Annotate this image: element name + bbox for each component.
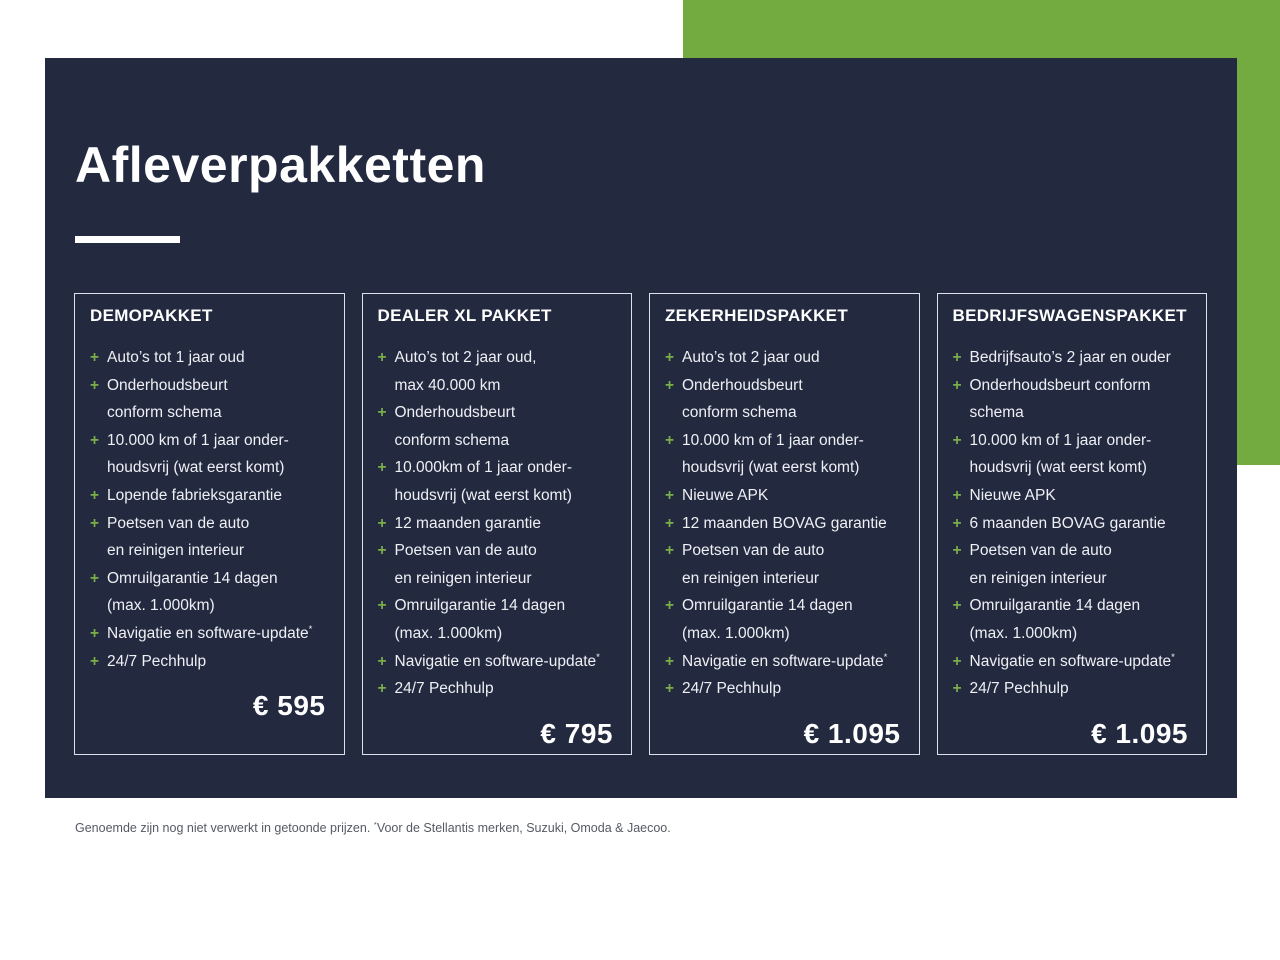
plus-icon: + xyxy=(90,514,100,532)
feature-list xyxy=(90,344,329,675)
footnote-text-2: Voor de Stellantis merken, Suzuki, Omoda & Jaecoo. xyxy=(376,821,671,835)
plus-icon: + xyxy=(90,624,100,642)
footnote-asterisk: * xyxy=(373,819,377,829)
plus-icon: + xyxy=(952,486,962,504)
feature-text: Navigatie en software-update* xyxy=(394,651,600,670)
plus-icon: + xyxy=(90,486,100,504)
feature-list xyxy=(378,344,617,703)
feature-text: Onderhoudsbeurt conform schema xyxy=(394,404,516,449)
package-price: € 595 xyxy=(252,690,326,722)
feature-text: Omruilgarantie 14 dagen (max. 1.000km) xyxy=(969,597,1141,642)
page-title: Afleverpakketten xyxy=(75,137,486,193)
plus-icon: + xyxy=(377,597,387,615)
feature-item xyxy=(953,482,1192,510)
plus-icon: + xyxy=(665,431,675,449)
feature-text: Omruilgarantie 14 dagen (max. 1.000km) xyxy=(682,597,853,642)
plus-icon: + xyxy=(377,542,387,560)
plus-icon: + xyxy=(665,680,675,698)
feature-item xyxy=(378,399,617,454)
plus-icon: + xyxy=(952,680,962,698)
feature-item xyxy=(90,620,329,648)
feature-item xyxy=(953,372,1192,427)
feature-item xyxy=(665,344,904,372)
plus-icon: + xyxy=(952,652,962,670)
feature-list xyxy=(665,344,904,703)
feature-item xyxy=(378,454,617,509)
package-card xyxy=(937,293,1208,755)
feature-item xyxy=(90,565,329,620)
plus-icon: + xyxy=(665,597,675,615)
feature-text: Nieuwe APK xyxy=(969,486,1056,504)
plus-icon: + xyxy=(90,349,100,366)
feature-item xyxy=(378,675,617,703)
feature-text: 10.000 km of 1 jaar onder- houdsvrij (wat eerst komt) xyxy=(107,431,289,477)
feature-item xyxy=(665,675,904,703)
feature-text: Omruilgarantie 14 dagen (max. 1.000km) xyxy=(107,569,278,615)
plus-icon: + xyxy=(377,652,387,670)
feature-item xyxy=(90,510,329,565)
feature-list xyxy=(953,344,1192,703)
feature-item xyxy=(953,537,1192,592)
feature-text: 24/7 Pechhulp xyxy=(969,680,1069,698)
footnote xyxy=(75,820,671,836)
feature-text: Navigatie en software-update* xyxy=(969,651,1175,670)
feature-asterisk: * xyxy=(596,651,600,663)
main-panel xyxy=(45,58,1237,798)
plus-icon: + xyxy=(90,431,100,449)
feature-text: Navigatie en software-update* xyxy=(682,651,888,670)
feature-text: Onderhoudsbeurt conform schema xyxy=(969,376,1151,422)
feature-text: Auto’s tot 2 jaar oud xyxy=(682,349,820,366)
plus-icon: + xyxy=(952,542,962,560)
plus-icon: + xyxy=(90,569,100,587)
plus-icon: + xyxy=(952,431,962,449)
package-card xyxy=(649,293,920,755)
feature-asterisk: * xyxy=(308,623,313,635)
feature-item xyxy=(378,592,617,647)
feature-text: Poetsen van de auto en reinigen interieur xyxy=(107,514,250,560)
package-name: DEALER XL PAKKET xyxy=(377,306,552,325)
feature-item xyxy=(665,427,904,482)
feature-text: 10.000 km of 1 jaar onder- houdsvrij (wat eerst komt) xyxy=(682,431,864,477)
package-name: ZEKERHEIDSPAKKET xyxy=(665,306,849,325)
plus-icon: + xyxy=(377,404,387,422)
feature-text: 6 maanden BOVAG garantie xyxy=(969,514,1166,532)
feature-text: Bedrijfsauto’s 2 jaar en ouder xyxy=(969,349,1171,366)
feature-item xyxy=(665,482,904,510)
package-card xyxy=(362,293,633,755)
plus-icon: + xyxy=(377,459,387,477)
feature-text: Poetsen van de auto en reinigen interieur xyxy=(682,542,825,587)
plus-icon: + xyxy=(665,486,675,504)
plus-icon: + xyxy=(665,542,675,560)
feature-item xyxy=(90,427,329,482)
feature-text: Lopende fabrieksgarantie xyxy=(107,486,282,504)
feature-text: 12 maanden garantie xyxy=(394,514,542,532)
feature-asterisk: * xyxy=(1171,651,1175,663)
feature-item xyxy=(953,427,1192,482)
feature-item xyxy=(953,344,1192,372)
package-card xyxy=(74,293,345,755)
feature-item xyxy=(953,648,1192,676)
package-price: € 795 xyxy=(540,717,613,749)
feature-text: Onderhoudsbeurt conform schema xyxy=(107,376,228,422)
plus-icon: + xyxy=(952,349,962,366)
feature-item xyxy=(378,344,617,399)
feature-item xyxy=(665,592,904,647)
package-price: € 1.095 xyxy=(1091,717,1188,749)
feature-item xyxy=(665,372,904,427)
feature-text: 24/7 Pechhulp xyxy=(682,680,782,698)
plus-icon: + xyxy=(665,514,675,532)
feature-item xyxy=(378,648,617,676)
package-name: DEMOPAKKET xyxy=(90,306,213,325)
feature-text: 10.000km of 1 jaar onder- houdsvrij (wat eerst komt) xyxy=(394,459,572,504)
package-name: BEDRIJFSWAGENSPAKKET xyxy=(952,306,1187,325)
plus-icon: + xyxy=(377,349,387,366)
feature-text: 10.000 km of 1 jaar onder- houdsvrij (wat eerst komt) xyxy=(969,431,1152,477)
feature-text: Auto’s tot 1 jaar oud xyxy=(107,349,245,366)
feature-text: Onderhoudsbeurt conform schema xyxy=(682,376,803,422)
feature-item xyxy=(90,482,329,510)
feature-item xyxy=(953,675,1192,703)
package-price: € 1.095 xyxy=(803,717,901,749)
plus-icon: + xyxy=(665,349,675,366)
feature-text: Omruilgarantie 14 dagen (max. 1.000km) xyxy=(394,597,566,642)
plus-icon: + xyxy=(952,376,962,394)
plus-icon: + xyxy=(90,376,100,394)
plus-icon: + xyxy=(377,514,387,532)
footnote-text: Genoemde zijn nog niet verwerkt in getoonde prijzen. xyxy=(75,821,374,835)
feature-item xyxy=(953,592,1192,647)
feature-item xyxy=(378,537,617,592)
plus-icon: + xyxy=(952,597,962,615)
plus-icon: + xyxy=(952,514,962,532)
feature-item xyxy=(665,537,904,592)
feature-text: Auto’s tot 2 jaar oud, max 40.000 km xyxy=(394,349,537,394)
feature-item xyxy=(90,372,329,427)
feature-item xyxy=(90,344,329,372)
feature-item xyxy=(665,510,904,538)
feature-item xyxy=(378,510,617,538)
feature-text: Nieuwe APK xyxy=(682,486,769,504)
feature-text: Poetsen van de auto en reinigen interieur xyxy=(969,542,1112,587)
feature-text: Navigatie en software-update* xyxy=(107,623,313,642)
feature-asterisk: * xyxy=(883,651,888,663)
title-underline xyxy=(75,236,180,243)
feature-text: 12 maanden BOVAG garantie xyxy=(682,514,887,532)
plus-icon: + xyxy=(90,652,100,670)
feature-item xyxy=(953,510,1192,538)
plus-icon: + xyxy=(665,652,675,670)
package-cards xyxy=(74,293,1207,755)
feature-item xyxy=(665,648,904,676)
plus-icon: + xyxy=(665,376,675,394)
feature-text: 24/7 Pechhulp xyxy=(394,680,494,698)
feature-text: 24/7 Pechhulp xyxy=(107,652,207,670)
feature-item xyxy=(90,648,329,676)
plus-icon: + xyxy=(377,680,387,698)
feature-text: Poetsen van de auto en reinigen interieur xyxy=(394,542,537,587)
